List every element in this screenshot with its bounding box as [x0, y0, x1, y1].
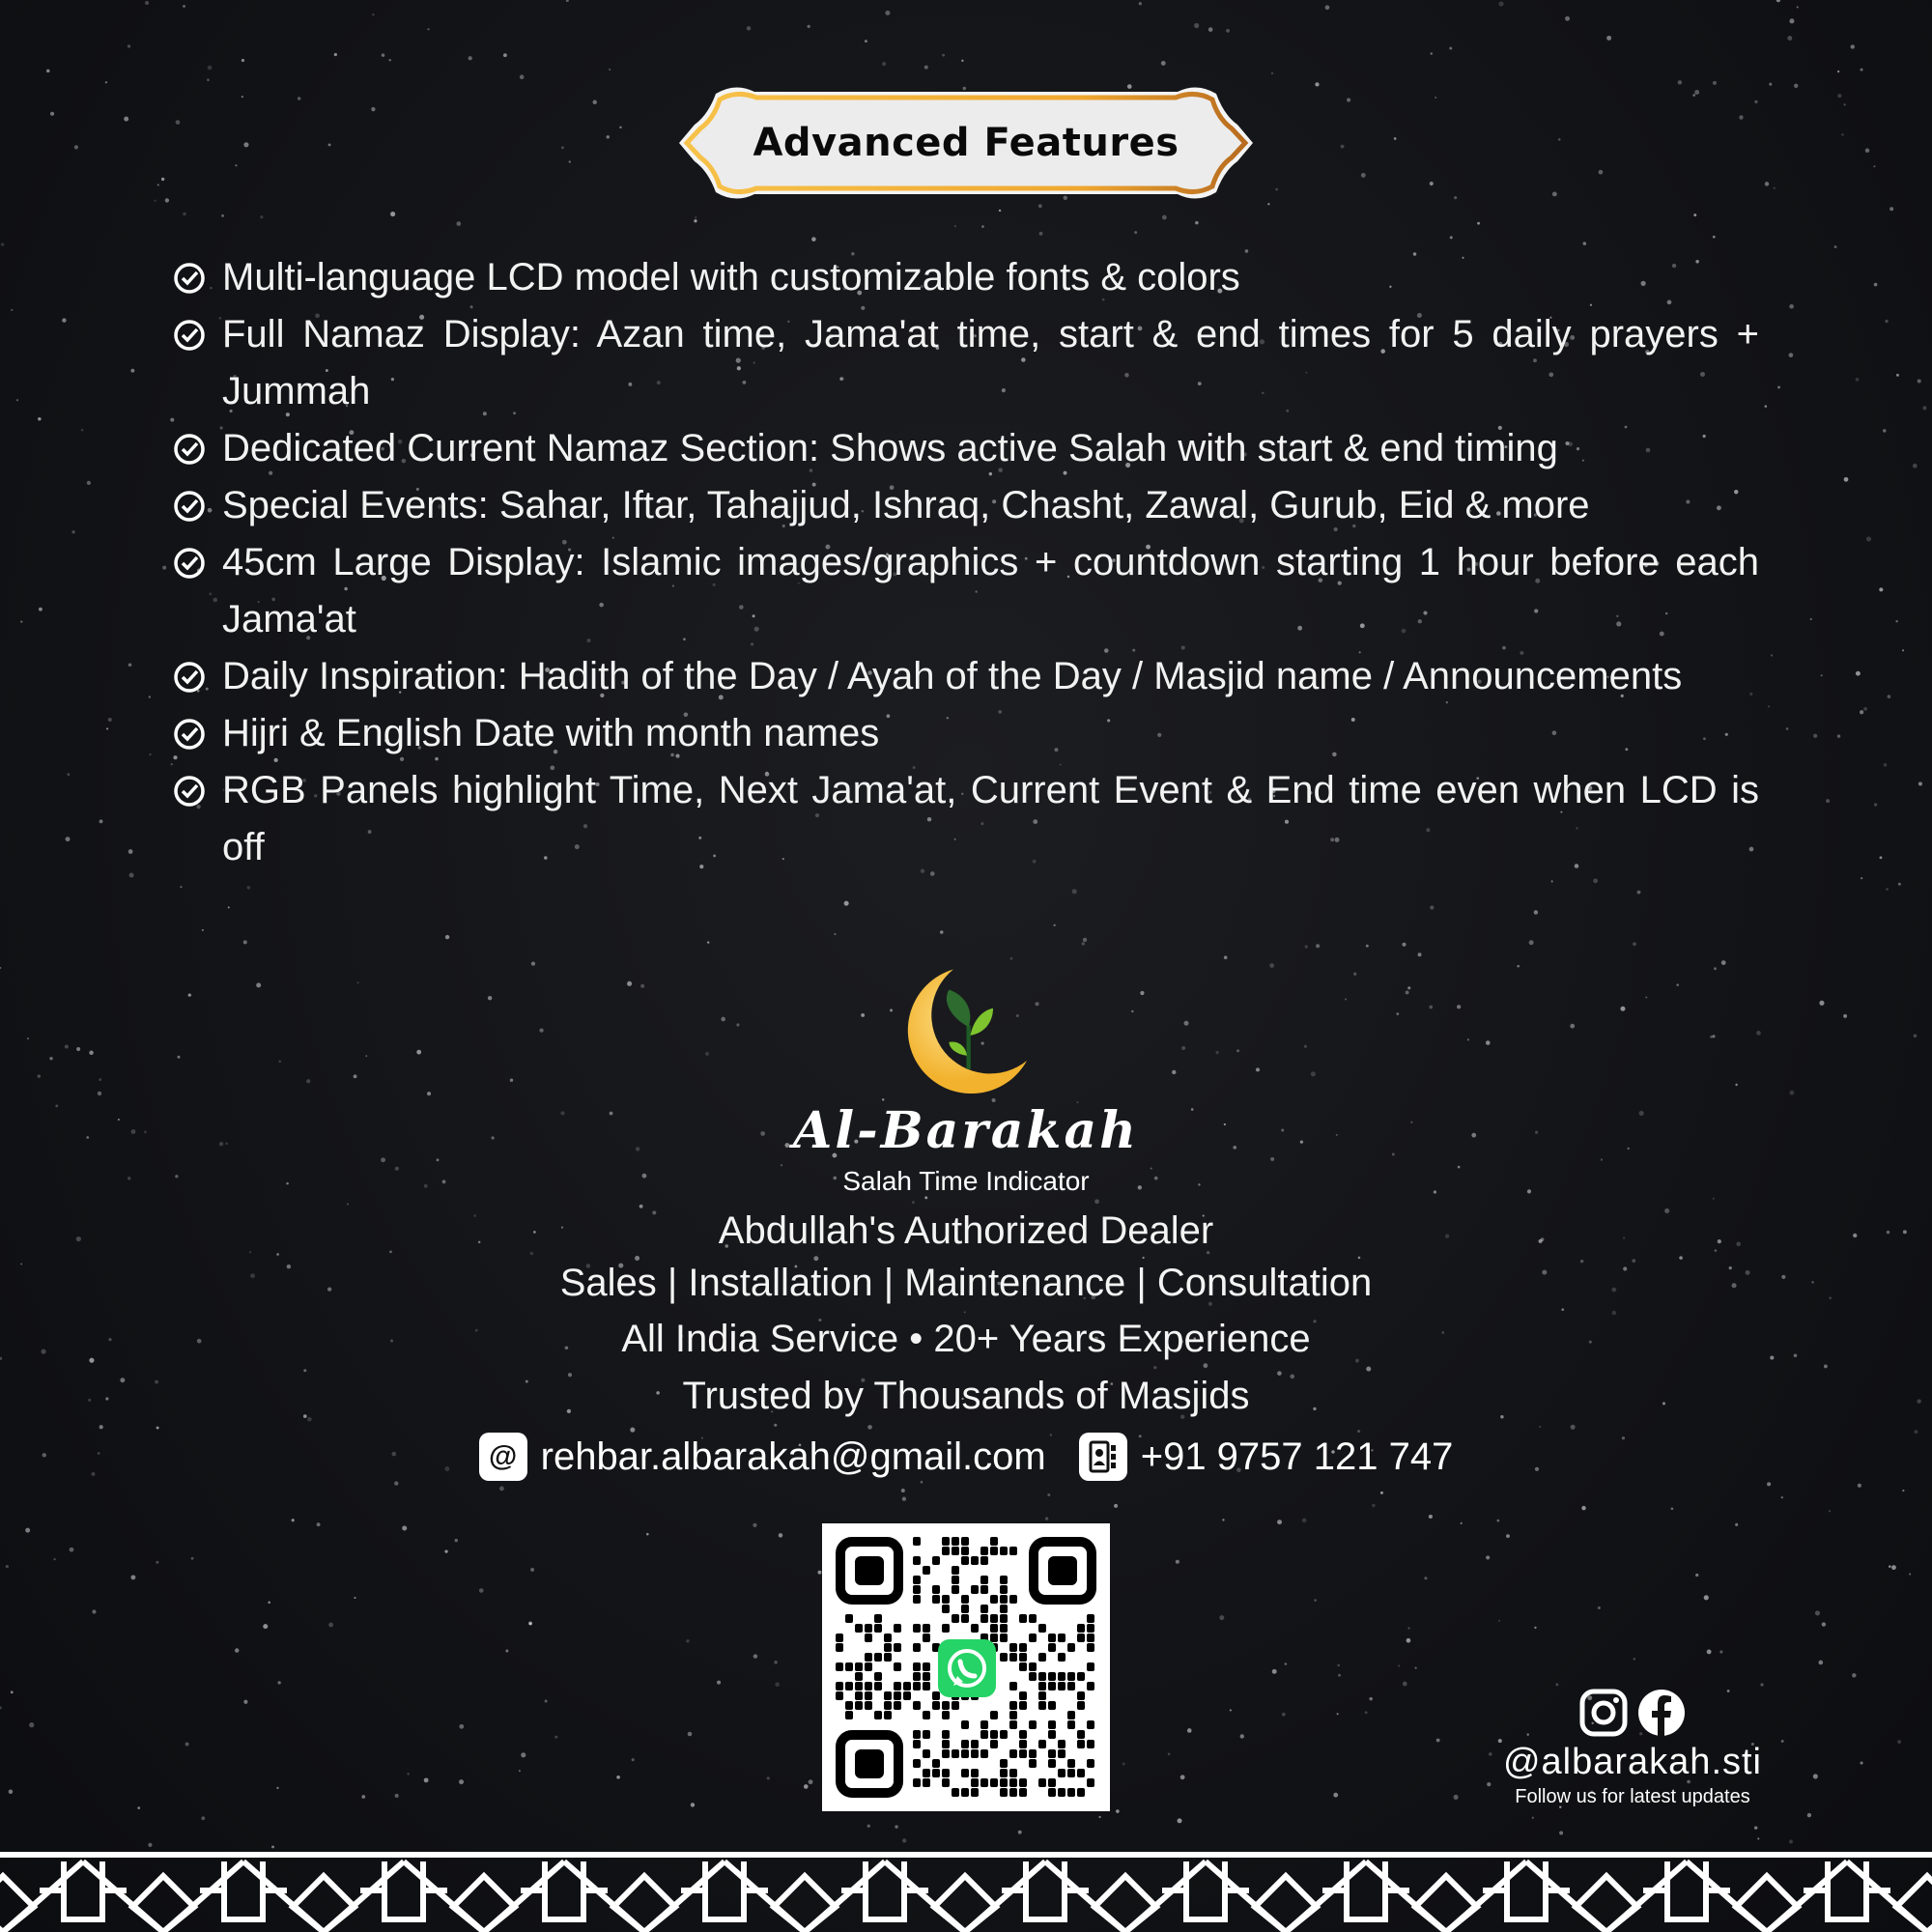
feature-text: 45cm Large Display: Islamic images/graphics + countdown starting 1 hour before each Jama'at: [222, 541, 1759, 640]
check-circle-icon: [173, 490, 206, 523]
feature-item: [173, 477, 1759, 534]
facebook-icon[interactable]: [1637, 1689, 1686, 1737]
check-circle-icon: [173, 262, 206, 295]
feature-text: Dedicated Current Namaz Section: Shows active Salah with start & end timing: [222, 427, 1558, 469]
brand-tagline: Salah Time Indicator: [842, 1166, 1090, 1196]
feature-item: [173, 249, 1759, 306]
trust-text: Trusted by Thousands of Masjids: [682, 1375, 1250, 1417]
leaf-icon: [947, 990, 971, 1028]
feature-item: [173, 420, 1759, 477]
feature-item: [173, 705, 1759, 762]
feature-item: [173, 648, 1759, 705]
brand-name: Al-Barakah: [793, 1101, 1139, 1160]
instagram-icon[interactable]: [1579, 1689, 1628, 1737]
check-circle-icon: [173, 433, 206, 466]
contact-row: [0, 1433, 1932, 1481]
section-title-banner: [677, 76, 1255, 210]
feature-text: Multi-language LCD model with customizable fonts & colors: [222, 256, 1240, 298]
follow-note: Follow us for latest updates: [1515, 1786, 1750, 1807]
email-link[interactable]: rehbar.albarakah@gmail.com: [540, 1435, 1046, 1478]
section-title: Advanced Features: [753, 121, 1179, 165]
feature-text: Full Namaz Display: Azan time, Jama'at time, start & end times for 5 daily prayers + Jummah: [222, 313, 1759, 412]
whatsapp-qr-code[interactable]: [822, 1523, 1110, 1811]
check-circle-icon: [173, 775, 206, 808]
feature-text: Hijri & English Date with month names: [222, 712, 880, 754]
phone-link[interactable]: +91 9757 121 747: [1140, 1435, 1454, 1478]
services-text: Sales | Installation | Maintenance | Consultation: [559, 1262, 1373, 1304]
feature-text: Special Events: Sahar, Iftar, Tahajjud, Ishraq, Chasht, Zawal, Gurub, Eid & more: [222, 484, 1590, 526]
social-handle[interactable]: @albarakah.sti: [1502, 1742, 1763, 1782]
check-circle-icon: [173, 661, 206, 694]
social-block: [1488, 1689, 1777, 1808]
check-circle-icon: [173, 718, 206, 751]
whatsapp-icon: [938, 1639, 996, 1697]
phone-contact-icon: [1079, 1433, 1127, 1481]
brand-logo: [869, 966, 1063, 1121]
feature-item: [173, 534, 1759, 648]
feature-text: Daily Inspiration: Hadith of the Day / Ayah of the Day / Masjid name / Announcements: [222, 655, 1683, 697]
check-circle-icon: [173, 547, 206, 580]
geometric-border-pattern: [0, 1852, 1932, 1932]
feature-item: [173, 306, 1759, 420]
feature-text: RGB Panels highlight Time, Next Jama'at, Current Event & End time even when LCD is off: [222, 769, 1759, 868]
experience-text: All India Service • 20+ Years Experience: [621, 1318, 1311, 1360]
dealer-text: Abdullah's Authorized Dealer: [718, 1209, 1214, 1252]
email-icon: @: [479, 1433, 527, 1481]
check-circle-icon: [173, 319, 206, 352]
feature-item: [173, 762, 1759, 876]
feature-list: [173, 249, 1759, 876]
